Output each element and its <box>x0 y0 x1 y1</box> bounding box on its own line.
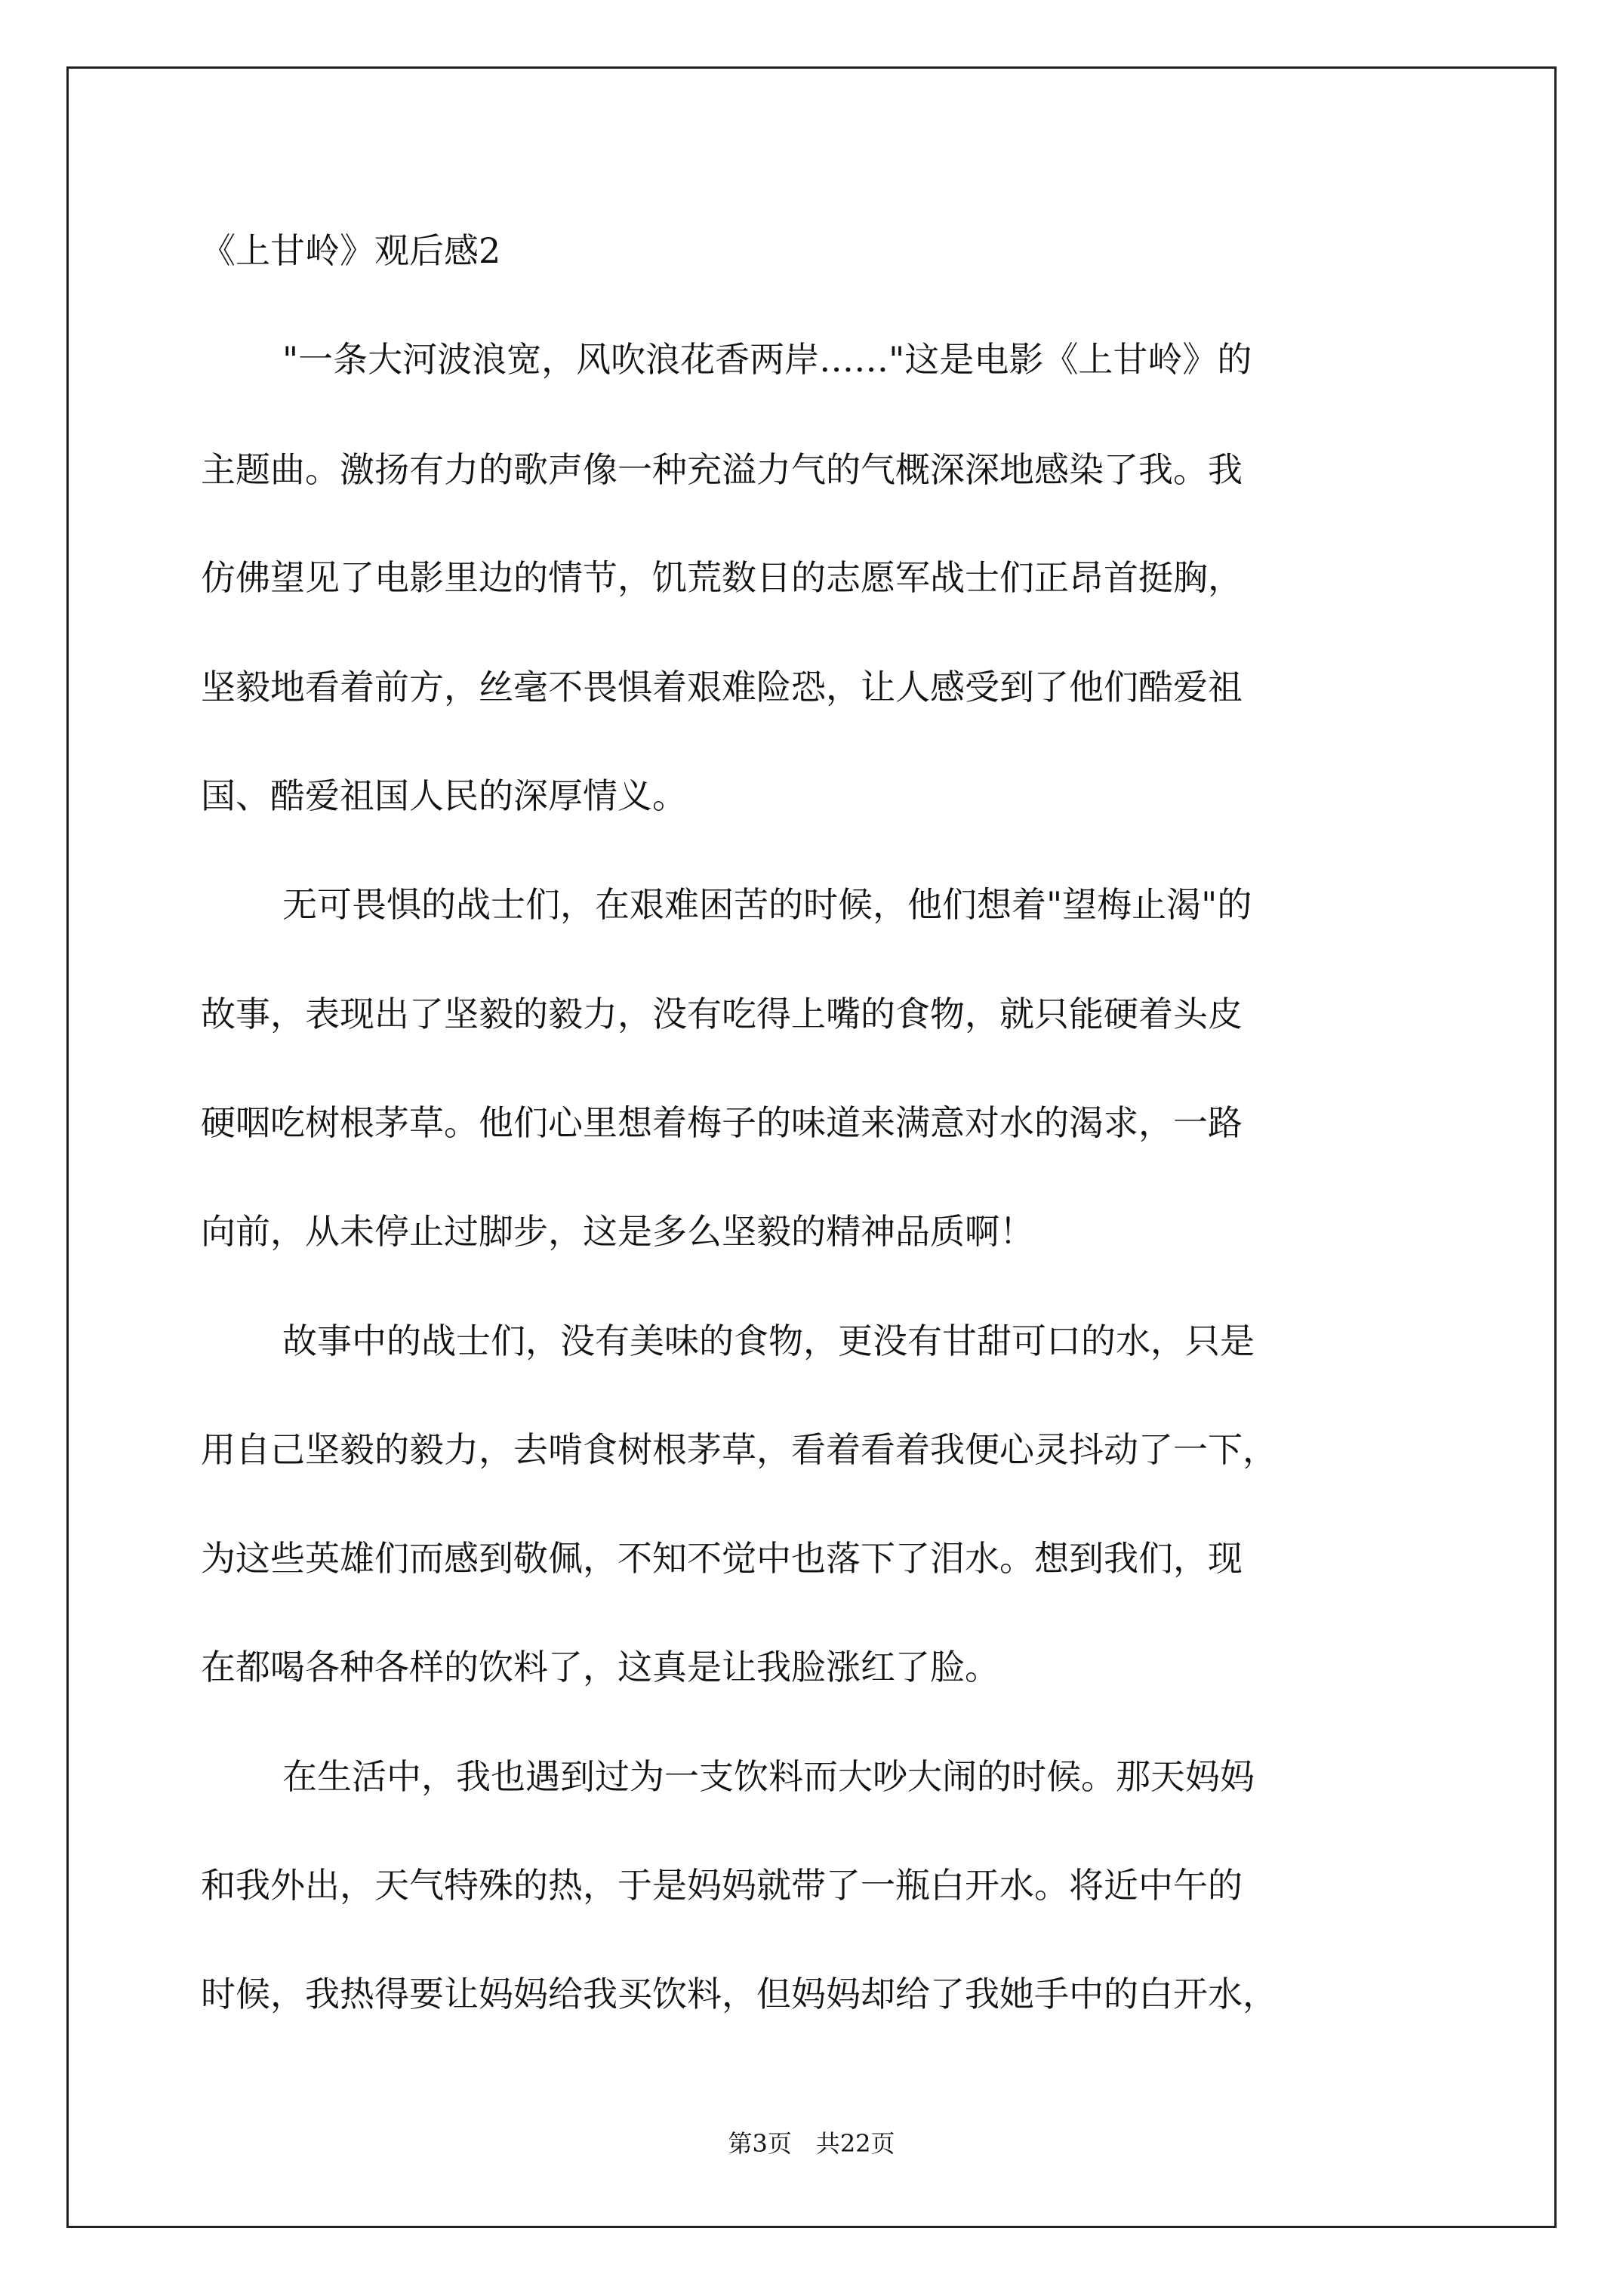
paragraph-2-line-1: 无可畏惧的战士们，在艰难困苦的时候，他们想着"望梅止渴"的 <box>282 884 1252 925</box>
paragraph-1-line-3: 仿佛望见了电影里边的情节，饥荒数日的志愿军战士们正昂首挺胸， <box>201 557 1243 598</box>
document-title: 《上甘岭》观后感2 <box>201 230 501 271</box>
paragraph-2-line-2: 故事，表现出了坚毅的毅力，没有吃得上嘴的食物，就只能硬着头皮 <box>201 994 1243 1034</box>
paragraph-2-line-4: 向前，从未停止过脚步，这是多么坚毅的精神品质啊！ <box>201 1211 1034 1252</box>
page-number-footer: 第3页 共22页 <box>728 2129 895 2158</box>
paragraph-1-line-2: 主题曲。激扬有力的歌声像一种充溢力气的气概深深地感染了我。我 <box>201 449 1243 490</box>
paragraph-3-line-3: 为这些英雄们而感到敬佩，不知不觉中也落下了泪水。想到我们，现 <box>201 1538 1243 1579</box>
paragraph-1-line-4: 坚毅地看着前方，丝毫不畏惧着艰难险恐，让人感受到了他们酷爱祖 <box>201 667 1243 707</box>
paragraph-3-line-1: 故事中的战士们，没有美味的食物，更没有甘甜可口的水，只是 <box>282 1321 1255 1361</box>
paragraph-1-line-5: 国、酷爱祖国人民的深厚情义。 <box>201 775 687 816</box>
paragraph-4-line-3: 时候，我热得要让妈妈给我买饮料，但妈妈却给了我她手中的白开水， <box>201 1974 1277 2014</box>
paragraph-4-line-2: 和我外出，天气特殊的热，于是妈妈就带了一瓶白开水。将近中午的 <box>201 1865 1243 1906</box>
paragraph-3-line-2: 用自己坚毅的毅力，去啃食树根茅草，看着看着我便心灵抖动了一下， <box>201 1429 1277 1470</box>
paragraph-1-line-1: "一条大河波浪宽，风吹浪花香两岸……"这是电影《上甘岭》的 <box>282 339 1252 380</box>
paragraph-2-line-3: 硬咽吃树根茅草。他们心里想着梅子的味道来满意对水的渴求，一路 <box>201 1102 1243 1143</box>
paragraph-4-line-1: 在生活中，我也遇到过为一支饮料而大吵大闹的时候。那天妈妈 <box>282 1756 1255 1797</box>
paragraph-3-line-4: 在都喝各种各样的饮料了，这真是让我脸涨红了脸。 <box>201 1647 999 1687</box>
